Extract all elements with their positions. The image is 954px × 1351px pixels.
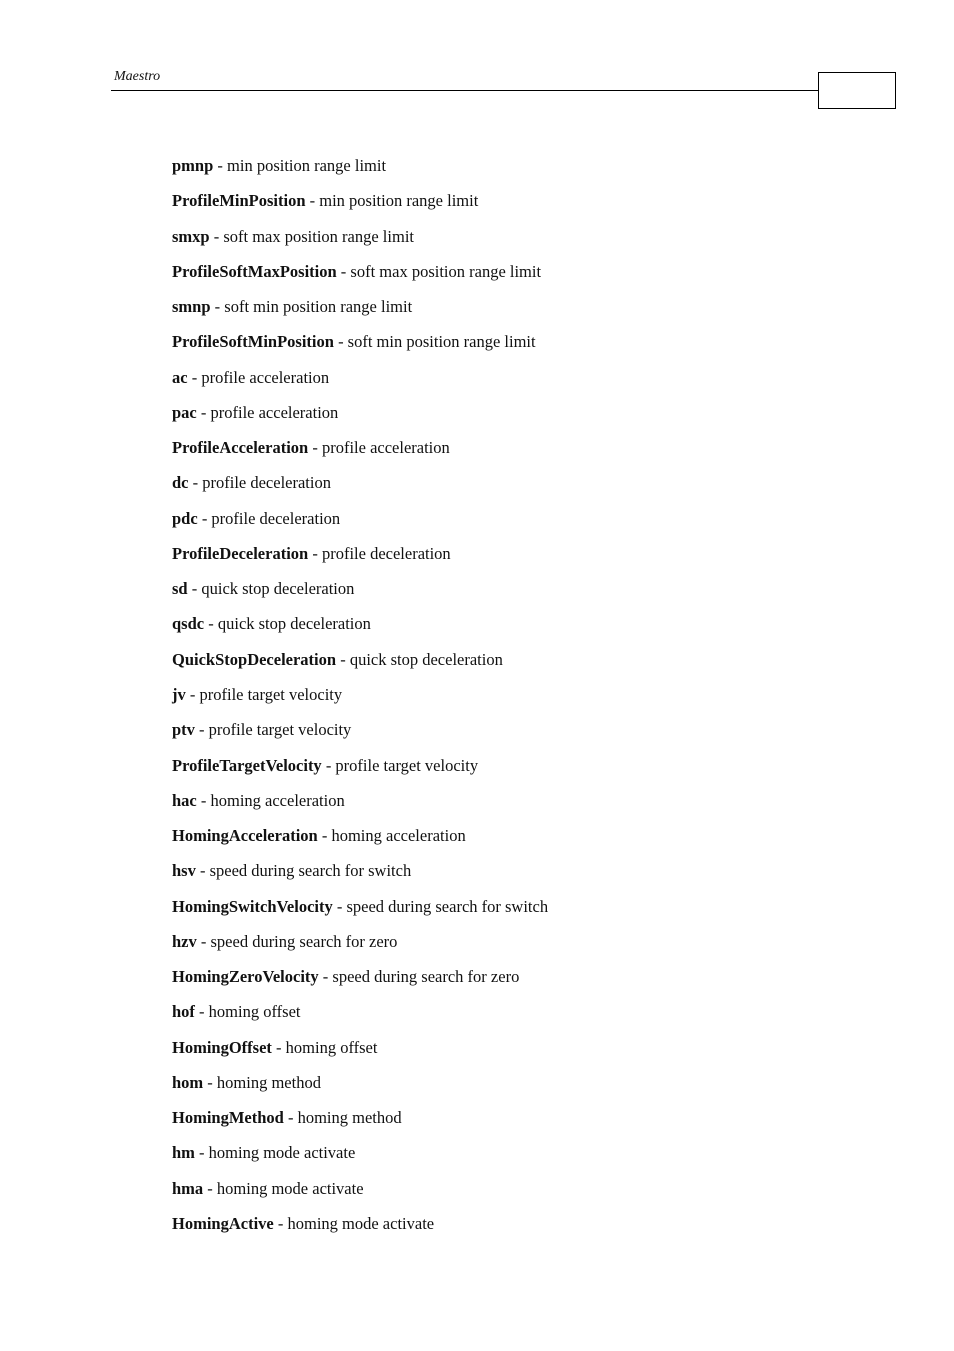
parameter-name: ProfileTargetVelocity	[172, 755, 322, 775]
parameter-name: ProfileSoftMaxPosition	[172, 261, 337, 281]
parameter-description: - speed during search for switch	[195, 861, 412, 881]
parameter-name: ac	[172, 367, 188, 387]
list-item	[172, 1179, 548, 1214]
parameter-description: - homing offset	[271, 1037, 378, 1057]
list-item	[172, 1073, 548, 1108]
list-item	[172, 579, 548, 614]
parameter-description: - min position range limit	[213, 156, 387, 175]
parameter-description: - profile deceleration	[308, 543, 451, 563]
parameter-name: HomingZeroVelocity	[172, 967, 319, 987]
list-item	[172, 897, 548, 932]
list-item	[172, 720, 548, 755]
parameter-name: HomingAcceleration	[172, 826, 318, 846]
parameter-description: - homing acceleration	[317, 826, 466, 846]
parameter-name: smxp	[172, 226, 210, 246]
list-item	[172, 473, 548, 508]
parameter-description: - soft min position range limit	[210, 297, 413, 317]
header-title: Maestro	[114, 69, 161, 84]
header-rule	[111, 90, 818, 91]
parameter-name: dc	[172, 473, 189, 493]
list-item	[172, 509, 548, 544]
parameter-name: ptv	[172, 720, 195, 740]
parameter-name: hma	[172, 1178, 204, 1198]
list-item	[172, 191, 548, 226]
list-item	[172, 791, 548, 826]
parameter-description: - quick stop deceleration	[336, 649, 503, 669]
parameter-list	[172, 156, 548, 1249]
parameter-description: - homing mode activate	[273, 1213, 435, 1233]
parameter-name: QuickStopDeceleration	[172, 649, 337, 669]
parameter-description: - soft min position range limit	[333, 332, 536, 352]
parameter-description: - profile target velocity	[321, 755, 479, 775]
list-item	[172, 262, 548, 297]
parameter-description: - soft max position range limit	[336, 261, 542, 281]
list-item	[172, 1108, 548, 1143]
parameter-name: HomingOffset	[172, 1037, 272, 1057]
parameter-description: - homing mode activate	[203, 1178, 364, 1198]
parameter-description: - soft max position range limit	[209, 226, 414, 246]
parameter-name: hac	[172, 790, 197, 810]
list-item	[172, 685, 548, 720]
parameter-description: - profile deceleration	[197, 508, 341, 528]
parameter-name: HomingActive	[172, 1213, 274, 1233]
list-item	[172, 1214, 548, 1249]
parameter-description: - min position range limit	[305, 191, 479, 211]
list-item	[172, 368, 548, 403]
page-number-box	[818, 72, 896, 109]
parameter-name: hom	[172, 1072, 204, 1092]
parameter-description: - homing acceleration	[196, 790, 345, 810]
parameter-description: - profile deceleration	[188, 473, 331, 493]
list-item	[172, 297, 548, 332]
parameter-description: - quick stop deceleration	[204, 614, 371, 634]
list-item	[172, 614, 548, 649]
list-item	[172, 1143, 548, 1178]
list-item	[172, 1002, 548, 1037]
parameter-description: - homing offset	[194, 1002, 301, 1022]
list-item	[172, 967, 548, 1002]
parameter-name: ProfileSoftMinPosition	[172, 332, 334, 352]
parameter-name: ProfileAcceleration	[172, 438, 309, 458]
parameter-name: hof	[172, 1002, 195, 1022]
parameter-name: HomingMethod	[172, 1108, 284, 1128]
parameter-description: - profile acceleration	[196, 402, 339, 422]
parameter-description: - homing method	[283, 1108, 402, 1128]
parameter-name: pmnp	[172, 156, 214, 175]
parameter-description: - speed during search for zero	[196, 931, 398, 951]
parameter-name: pac	[172, 402, 197, 422]
list-item	[172, 756, 548, 791]
list-item	[172, 932, 548, 967]
parameter-name: qsdc	[172, 614, 205, 634]
parameter-name: ProfileMinPosition	[172, 191, 306, 211]
parameter-description: - profile acceleration	[187, 367, 330, 387]
parameter-description: - profile target velocity	[185, 684, 343, 704]
parameter-description: - speed during search for switch	[332, 896, 549, 916]
parameter-name: HomingSwitchVelocity	[172, 896, 333, 916]
list-item	[172, 403, 548, 438]
list-item	[172, 438, 548, 473]
parameter-name: hsv	[172, 861, 196, 881]
parameter-name: sd	[172, 579, 188, 599]
list-item	[172, 826, 548, 861]
parameter-name: hm	[172, 1143, 195, 1163]
parameter-name: jv	[172, 684, 186, 704]
parameter-description: - profile acceleration	[308, 438, 450, 458]
parameter-description: - homing mode activate	[194, 1143, 356, 1163]
parameter-description: - profile target velocity	[194, 720, 352, 740]
parameter-description: - quick stop deceleration	[187, 579, 355, 599]
list-item	[172, 227, 548, 262]
parameter-name: hzv	[172, 931, 197, 951]
list-item	[172, 332, 548, 367]
parameter-description: - homing method	[203, 1072, 321, 1092]
list-item	[172, 1038, 548, 1073]
list-item	[172, 544, 548, 579]
list-item	[172, 650, 548, 685]
parameter-name: smnp	[172, 297, 211, 317]
list-item	[172, 156, 548, 191]
parameter-name: pdc	[172, 508, 198, 528]
parameter-name: ProfileDeceleration	[172, 543, 309, 563]
parameter-description: - speed during search for zero	[318, 967, 520, 987]
list-item	[172, 861, 548, 896]
